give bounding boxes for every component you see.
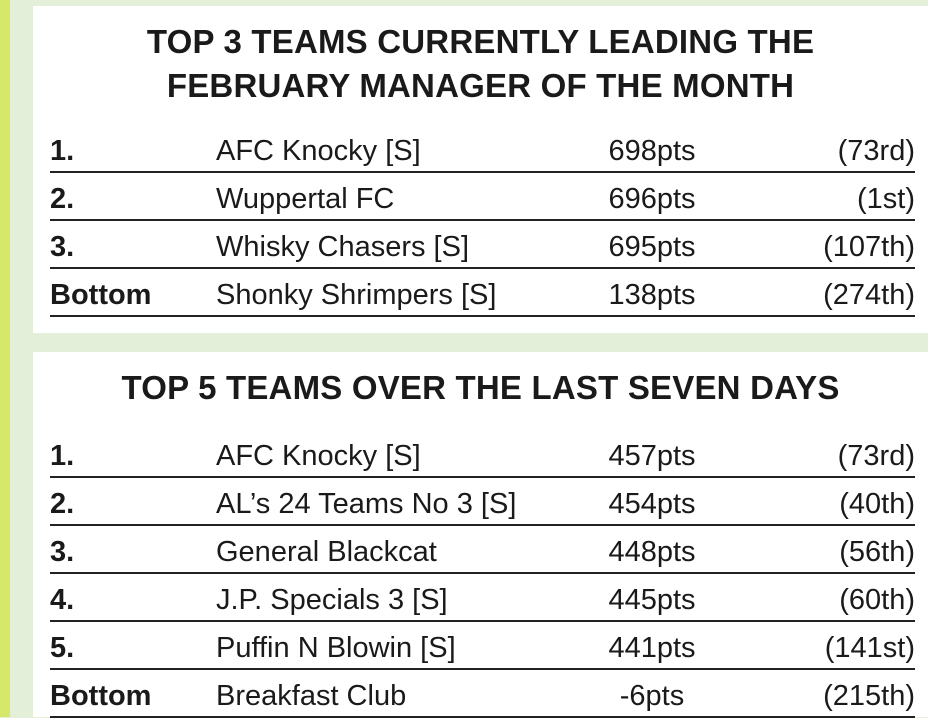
weekly-leaders-panel	[33, 352, 928, 717]
monthly-title-line-2: FEBRUARY MANAGER OF THE MONTH	[166, 67, 795, 104]
rank-cell: Bottom	[50, 680, 152, 712]
rank-cell: 2.	[50, 488, 75, 520]
overall-position-cell: (274th)	[823, 279, 915, 311]
points-cell: -6pts	[619, 680, 685, 712]
monthly-leaders-table	[50, 125, 915, 317]
table-row	[50, 173, 915, 221]
table-row	[50, 574, 915, 622]
team-name-cell: AFC Knocky [S]	[216, 440, 421, 472]
team-name-cell: Wuppertal FC	[216, 183, 395, 215]
overall-position-cell: (56th)	[839, 536, 915, 568]
table-row	[50, 622, 915, 670]
points-cell: 441pts	[608, 632, 696, 664]
table-row	[50, 221, 915, 269]
points-cell: 695pts	[608, 231, 696, 263]
points-cell: 138pts	[608, 279, 696, 311]
team-name-cell: Puffin N Blowin [S]	[216, 632, 456, 664]
overall-position-cell: (40th)	[839, 488, 915, 520]
overall-position-cell: (215th)	[823, 680, 915, 712]
monthly-leaders-panel	[33, 6, 928, 333]
table-row	[50, 478, 915, 526]
team-name-cell: Breakfast Club	[216, 680, 407, 712]
points-cell: 696pts	[608, 183, 696, 215]
rank-cell: 5.	[50, 632, 75, 664]
points-cell: 448pts	[608, 536, 696, 568]
rank-cell: 4.	[50, 584, 75, 616]
team-name-cell: AL’s 24 Teams No 3 [S]	[216, 488, 517, 520]
team-name-cell: General Blackcat	[216, 536, 437, 568]
team-name-cell: Whisky Chasers [S]	[216, 231, 469, 263]
points-cell: 698pts	[608, 135, 696, 167]
monthly-title-line-1: TOP 3 TEAMS CURRENTLY LEADING THE	[146, 23, 815, 60]
rank-cell: 2.	[50, 183, 75, 215]
team-name-cell: Shonky Shrimpers [S]	[216, 279, 497, 311]
weekly-leaders-title: TOP 5 TEAMS OVER THE LAST SEVEN DAYS	[121, 369, 840, 406]
team-name-cell: J.P. Specials 3 [S]	[216, 584, 448, 616]
overall-position-cell: (1st)	[857, 183, 915, 215]
rank-cell: 1.	[50, 440, 75, 472]
points-cell: 454pts	[608, 488, 696, 520]
monthly-leaders-title	[33, 20, 928, 108]
table-row	[50, 526, 915, 574]
overall-position-cell: (73rd)	[837, 135, 915, 167]
table-row	[50, 670, 915, 718]
overall-position-cell: (107th)	[823, 231, 915, 263]
table-row	[50, 430, 915, 478]
overall-position-cell: (60th)	[839, 584, 915, 616]
points-cell: 457pts	[608, 440, 696, 472]
overall-position-cell: (73rd)	[837, 440, 915, 472]
weekly-leaders-table	[50, 430, 915, 718]
points-cell: 445pts	[608, 584, 696, 616]
rank-cell: 3.	[50, 536, 75, 568]
left-edge-stripe	[0, 0, 10, 717]
table-row	[50, 269, 915, 317]
team-name-cell: AFC Knocky [S]	[216, 135, 421, 167]
table-row	[50, 125, 915, 173]
rank-cell: Bottom	[50, 279, 152, 311]
rank-cell: 3.	[50, 231, 75, 263]
overall-position-cell: (141st)	[824, 632, 915, 664]
rank-cell: 1.	[50, 135, 75, 167]
